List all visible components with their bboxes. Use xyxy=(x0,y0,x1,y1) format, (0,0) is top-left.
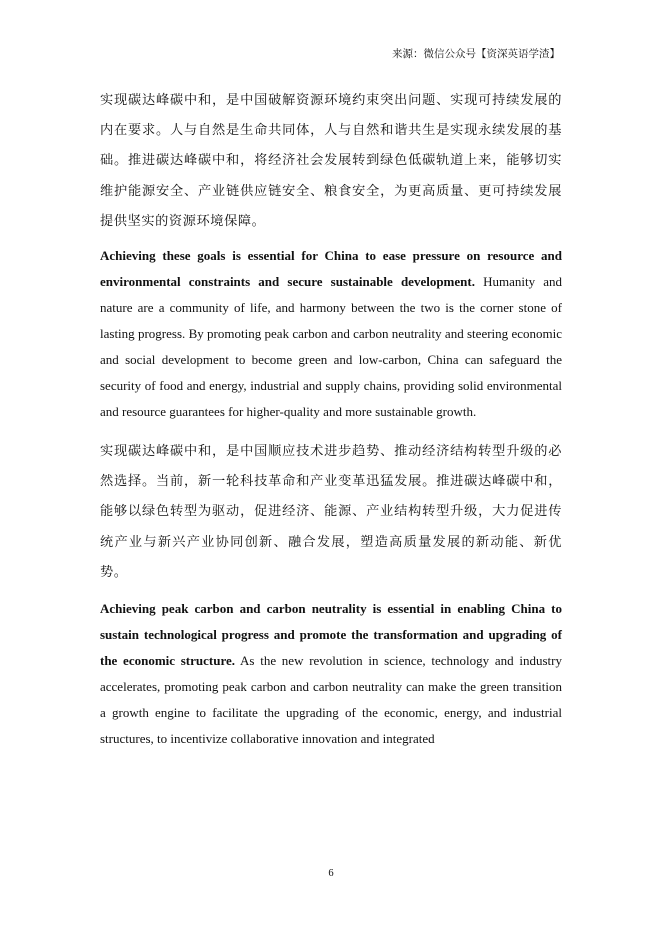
chinese-paragraph-2: 实现碳达峰碳中和，是中国顺应技术进步趋势、推动经济结构转型升级的必然选择。当前，新一轮科技革命和产业变革迅猛发展。推进碳达峰碳中和，能够以绿色转型为驱动，促进经济、能源、产业结构转型升级，大力促进传统产业与新兴产业协同创新、融合发展，塑造高质量发展的新动能、新优势。 xyxy=(100,444,562,580)
english-paragraph-2-body: As the new revolution in science, technology and industry accelerates, promoting peak carbon and carbon neutrality can make the green transition a growth engine to facilitate the upgrading of the economic, energy, and industrial structures, to incentivize collaborative innovation and integrated xyxy=(100,653,562,747)
source-header: 来源：微信公众号【资深英语学渣】 xyxy=(392,48,560,60)
document-body xyxy=(100,86,562,752)
english-paragraph-1-lead: Achieving these goals is essential for China to ease pressure on resource and environmental constraints and secure sustainable development. xyxy=(100,248,562,290)
page-number: 6 xyxy=(328,868,334,879)
english-paragraph-2 xyxy=(100,596,562,752)
english-paragraph-2-lead: Achieving peak carbon and carbon neutrality is essential in enabling China to sustain technological progress and promote the transformation and upgrading of the economic structure. xyxy=(100,601,562,669)
english-paragraph-1 xyxy=(100,243,562,425)
chinese-paragraph-1: 实现碳达峰碳中和，是中国破解资源环境约束突出问题、实现可持续发展的内在要求。人与自然是生命共同体，人与自然和谐共生是实现永续发展的基础。推进碳达峰碳中和，将经济社会发展转到绿色低碳轨道上来，能够切实维护能源安全、产业链供应链安全、粮食安全，为更高质量、更可持续发展提供坚实的资源环境保障。 xyxy=(100,93,562,229)
english-paragraph-1-body: Humanity and nature are a community of life, and harmony between the two is the corner stone of lasting progress. By promoting peak carbon and carbon neutrality and steering economic and social development to become green and low-carbon, China can safeguard the security of food and energy, industrial and supply chains, providing solid environmental and resource guarantees for higher-quality and more sustainable growth. xyxy=(100,274,563,420)
